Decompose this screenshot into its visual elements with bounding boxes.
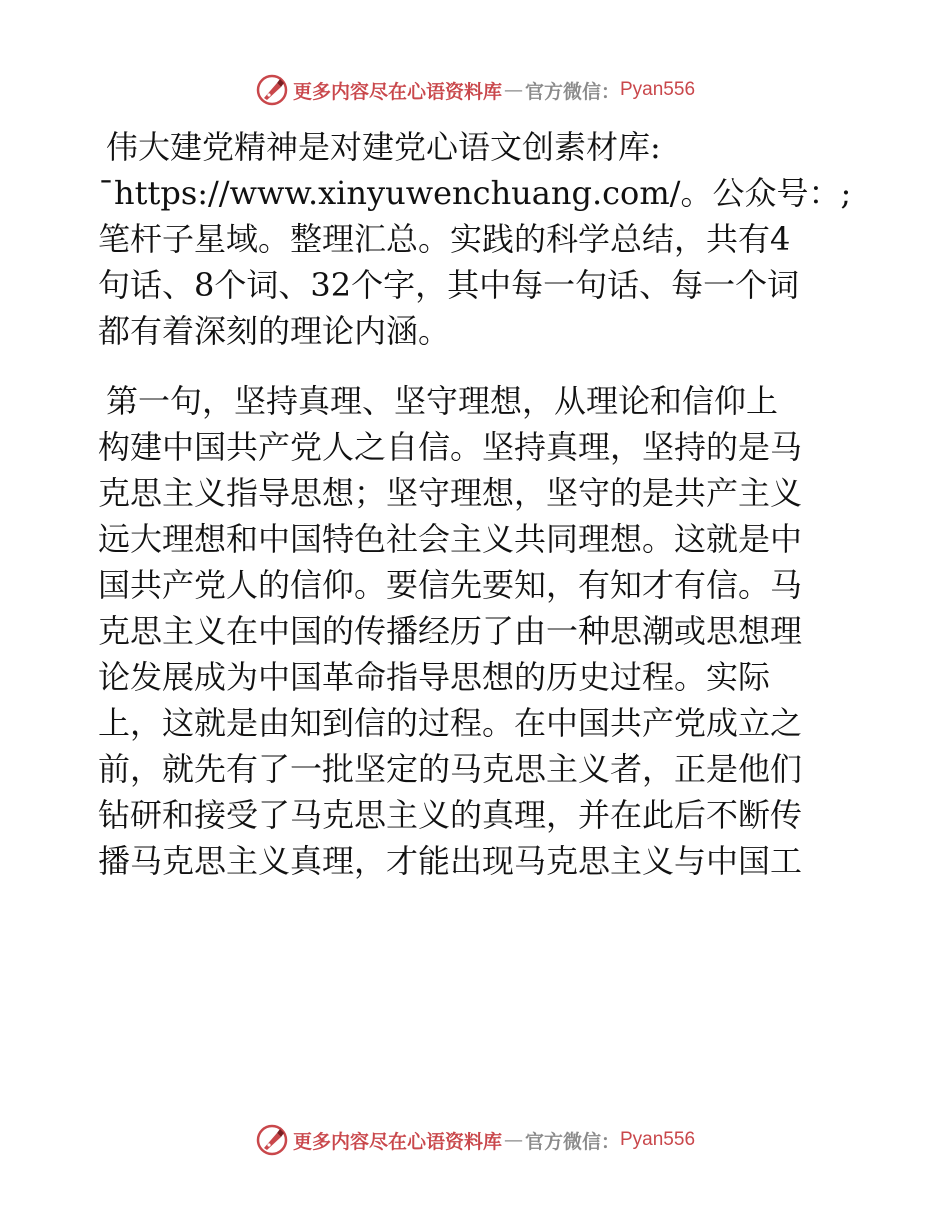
text-line: 前，就先有了一批坚定的马克思主义者，正是他们 (98, 750, 803, 788)
pen-nib-logo-icon (255, 1123, 289, 1157)
text-line: 论发展成为中国革命指导思想的历史过程。实际 (98, 658, 771, 696)
footer-wechat-handle: Pyan556 (620, 1129, 696, 1150)
text-line: ¯https://www.xinyuwenchuang.com/。公众号：; (98, 174, 852, 212)
text-line: 上，这就是由知到信的过程。在中国共产党成立之 (98, 704, 803, 742)
text-line: 第一句，坚持真理、坚守理想，从理论和信仰上 (106, 382, 779, 420)
footer-brand-text: 更多内容尽在心语资料库 (292, 1130, 502, 1153)
paragraph-first-sentence (98, 378, 848, 884)
text-line: 构建中国共产党人之自信。坚持真理，坚持的是马 (98, 428, 803, 466)
text-line: 克思主义指导思想；坚守理想，坚守的是共产主义 (98, 474, 803, 512)
text-line: 都有着深刻的理论内涵。 (98, 312, 451, 350)
pen-nib-logo-icon (255, 73, 289, 107)
paragraph-intro (98, 124, 852, 354)
document-body (98, 124, 852, 884)
text-line: 播马克思主义真理，才能出现马克思主义与中国工 (98, 842, 803, 880)
text-line: 克思主义在中国的传播经历了由一种思潮或思想理 (98, 612, 803, 650)
header-banner (0, 70, 950, 110)
text-line: 国共产党人的信仰。要信先要知，有知才有信。马 (98, 566, 803, 604)
header-separator: — (503, 79, 523, 101)
text-line: 钻研和接受了马克思主义的真理，并在此后不断传 (98, 796, 803, 834)
text-line: 句话、8个词、32个字，其中每一句话、每一个词 (98, 266, 800, 304)
header-wechat-label: 官方微信： (524, 80, 620, 103)
text-line: 远大理想和中国特色社会主义共同理想。这就是中 (98, 520, 803, 558)
header-brand-text: 更多内容尽在心语资料库 (292, 80, 502, 103)
text-line: 笔杆子星域。整理汇总。实践的科学总结，共有4 (98, 220, 791, 258)
footer-separator: — (503, 1129, 523, 1151)
footer-banner (0, 1120, 950, 1160)
footer-wechat-label: 官方微信： (524, 1130, 620, 1153)
header-wechat-handle: Pyan556 (620, 79, 696, 100)
text-line: 伟大建党精神是对建党心语文创素材库: (106, 128, 661, 166)
